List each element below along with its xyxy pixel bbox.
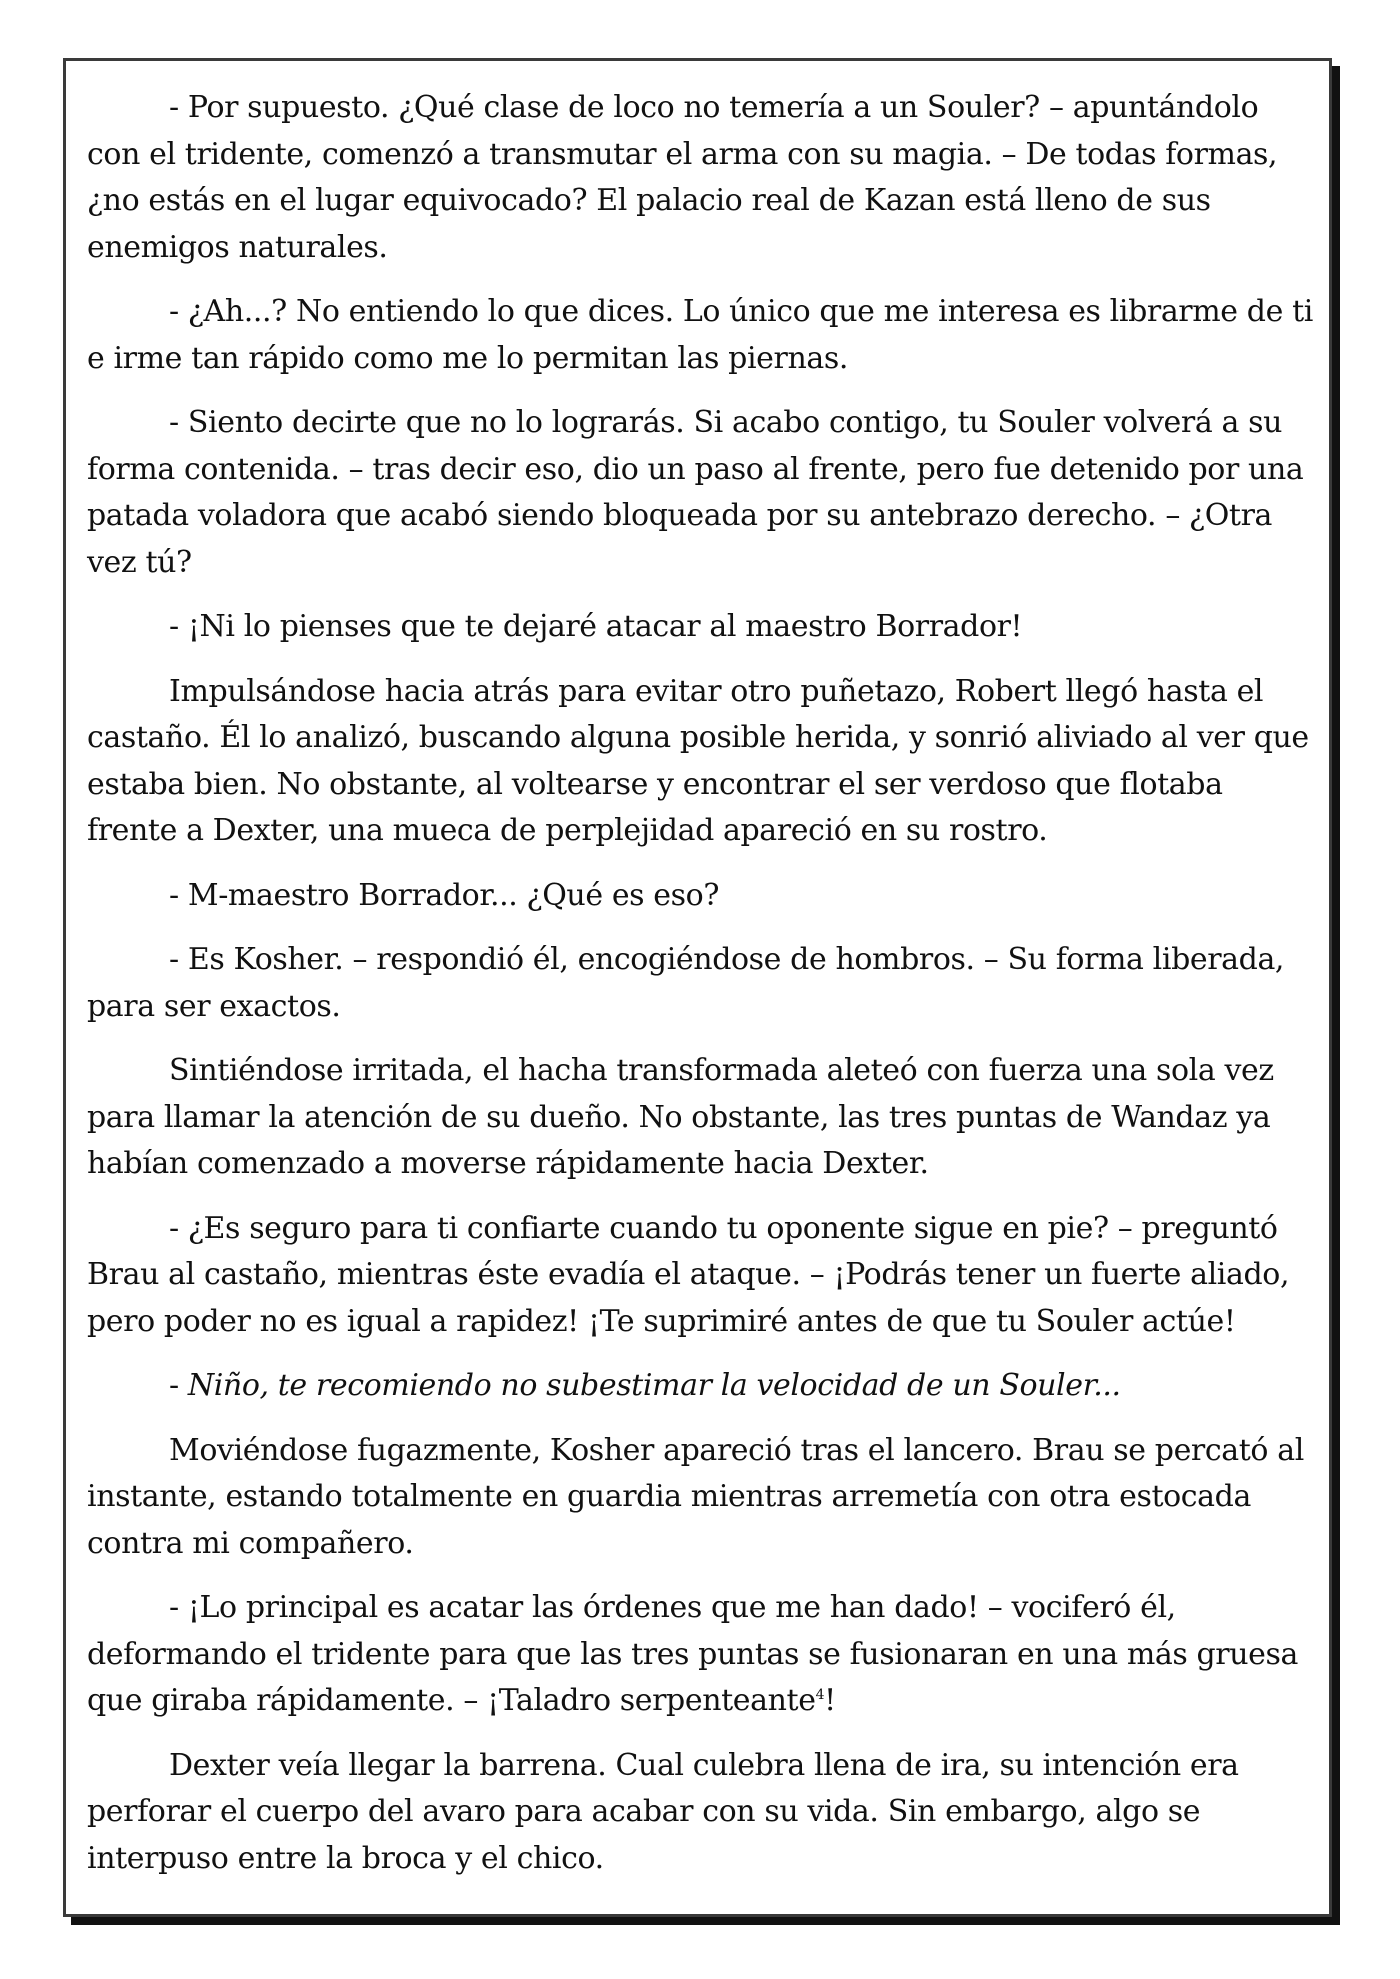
italic-dialogue-paragraph <box>87 1363 1313 1410</box>
footnote-paragraph-end: ! <box>824 1683 836 1718</box>
paragraph: Impulsándose hacia atrás para evitar otro puñetazo, Robert llegó hasta el castaño. Él lo analizó, buscando alguna posible herida, y sonrió aliviado al ver que estaba bien. No obstante, al voltearse y encontrar el ser verdoso que flotaba frente a Dexter, una mueca de perplejidad apareció en su rostro. <box>87 673 1309 848</box>
page-frame <box>63 58 1332 1917</box>
paragraph: Sintiéndose irritada, el hacha transformada aleteó con fuerza una sola vez para llamar la atención de su dueño. No obstante, las tres puntas de Wandaz ya habían comenzado a moverse rápidamente hacia Dexter. <box>87 1053 1274 1181</box>
paragraph: - Es Kosher. – respondió él, encogiéndose de hombros. – Su forma liberada, para ser exactos. <box>87 942 1285 1024</box>
dialogue-dash: - <box>169 1368 188 1403</box>
paragraph: - ¿Ah...? No entiendo lo que dices. Lo único que me interesa es librarme de ti e irme tan rápido como me lo permitan las piernas. <box>87 294 1313 376</box>
paragraph: - M-maestro Borrador... ¿Qué es eso? <box>169 877 720 913</box>
paragraph: Moviéndose fugazmente, Kosher apareció tras el lancero. Brau se percató al instante, estando totalmente en guardia mientras arremetía con otra estocada contra mi compañero. <box>87 1432 1304 1561</box>
italic-dialogue-text: Niño, te recomiendo no subestimar la velocidad de un Souler... <box>187 1368 1121 1403</box>
footnote-paragraph <box>87 1585 1313 1725</box>
paragraph: - Por supuesto. ¿Qué clase de loco no temería a un Souler? – apuntándolo con el tridente, comenzó a transmutar el arma con su magia. – De todas formas, ¿no estás en el lugar equivocado? El palacio real de Kazan está lleno de sus enemigos naturales. <box>87 90 1278 265</box>
paragraph: - ¿Es seguro para ti confiarte cuando tu oponente sigue en pie? – preguntó Brau al castaño, mientras éste evadía el ataque. – ¡Podrás tener un fuerte aliado, pero poder no es igual a rapidez! ¡Te suprimiré antes de que tu Souler actúe! <box>87 1210 1290 1339</box>
paragraph: - ¡Ni lo pienses que te dejaré atacar al maestro Borrador! <box>169 609 1023 644</box>
page-body <box>87 85 1313 1900</box>
paragraph: - Siento decirte que no lo lograrás. Si acabo contigo, tu Souler volverá a su forma contenida. – tras decir eso, dio un paso al frente, pero fue detenido por una patada voladora que acabó siendo bloqueada por su antebrazo derecho. – ¿Otra vez tú? <box>87 405 1304 580</box>
closing-paragraph: Dexter veía llegar la barrena. Cual culebra llena de ira, su intención era perforar el cuerpo del avaro para acabar con su vida. Sin embargo, algo se interpuso entre la broca y el chico. <box>87 1747 1239 1876</box>
footnote-marker: 4 <box>815 1687 825 1703</box>
footnote-paragraph-text: - ¡Lo principal es acatar las órdenes que me han dado! – vociferó él, deformando el tridente para que las tres puntas se fusionaran en una más gruesa que giraba rápidamente. – ¡Taladro serpenteante <box>87 1590 1298 1718</box>
